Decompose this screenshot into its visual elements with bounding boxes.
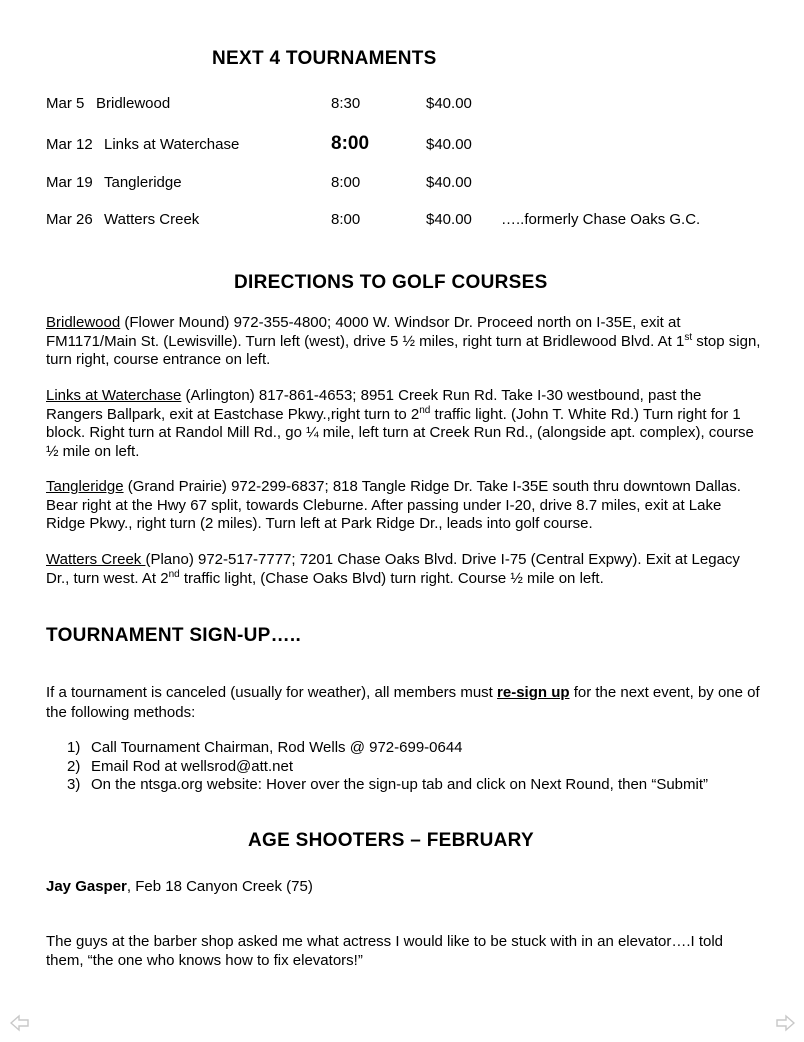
signup-methods-list <box>67 739 708 795</box>
tournament-fee: $40.00 <box>426 95 472 112</box>
signup-intro-text: If a tournament is canceled (usually for weather), all members must <box>46 684 498 701</box>
tournament-course: Watters Creek <box>104 211 200 228</box>
tournament-course: Links at Waterchase <box>104 136 240 153</box>
tournaments-heading: NEXT 4 TOURNAMENTS <box>212 48 437 69</box>
list-number: 3) <box>67 776 81 793</box>
list-item <box>67 739 708 758</box>
tournament-time: 8:00 <box>331 211 361 228</box>
ordinal-suffix: st <box>684 331 693 343</box>
tournament-date: Mar 19 <box>46 174 93 191</box>
arrow-right-icon[interactable] <box>775 1014 795 1032</box>
course-directions-cont: traffic light, (Chase Oaks Blvd) turn right. Course ½ mile on left. <box>179 569 604 587</box>
course-directions: (Plano) 972-517-7777; 7201 Chase Oaks Blvd. Drive I-75 (Central Expwy). Exit at Legacy Dr., turn west. At 2 <box>46 551 740 587</box>
list-text: On the ntsga.org website: Hover over the sign-up tab and click on Next Round, then “Submit” <box>91 776 708 793</box>
course-name: Watters Creek <box>46 551 146 568</box>
age-shooter-entry <box>46 878 762 897</box>
course-directions: (Flower Mound) 972-355-4800; 4000 W. Windsor Dr. Proceed north on I-35E, exit at FM1171/Main St. (Lewisville). Turn left (west), drive 5 ½ miles, right turn at Bridlewood Blvd. At 1 <box>46 314 685 350</box>
course-directions: (Arlington) 817-861-4653; 8951 Creek Run Rd. Take I-30 westbound, past the Rangers Ballpark, exit at Eastchase Pkwy.,right turn to 2 <box>46 387 702 423</box>
tournament-date: Mar 26 <box>46 211 93 228</box>
tournament-time: 8:00 <box>331 174 361 191</box>
tournament-fee: $40.00 <box>426 174 472 191</box>
signup-intro <box>46 683 762 723</box>
course-name: Bridlewood <box>46 314 121 331</box>
course-directions-cont: stop sign, turn right, course entrance on left. <box>46 332 761 368</box>
list-number: 1) <box>67 739 81 756</box>
directions-tangleridge <box>46 478 762 534</box>
re-sign-up-emphasis: re-sign up <box>497 684 570 701</box>
course-directions: (Grand Prairie) 972-299-6837; 818 Tangle Ridge Dr. Take I-35E south thru downtown Dallas. Bear right at the Hwy 67 split, towards Cleburne. After passing under I-20, drive 8.7 miles, exit at Lake Ridge Pkwy., right turn (2 miles). Turn left at Park Ridge Dr., leads into golf course. <box>46 478 741 532</box>
signup-heading: TOURNAMENT SIGN-UP….. <box>46 625 302 646</box>
directions-watters-creek <box>46 551 762 588</box>
age-shooter-detail: , Feb 18 Canyon Creek (75) <box>126 878 313 895</box>
tournament-note: …..formerly Chase Oaks G.C. <box>501 211 701 228</box>
tournament-date: Mar 5 <box>46 95 85 112</box>
list-item <box>67 758 708 777</box>
ordinal-suffix: nd <box>419 404 431 416</box>
age-shooters-heading: AGE SHOOTERS – FEBRUARY <box>248 830 534 851</box>
course-name: Links at Waterchase <box>46 387 182 404</box>
list-item <box>67 776 708 795</box>
age-shooter-name: Jay Gasper <box>46 878 127 895</box>
joke-paragraph: The guys at the barber shop asked me what actress I would like to be stuck with in an elevator….I told them, “the one who knows how to fix elevators!” <box>46 933 724 969</box>
directions-heading: DIRECTIONS TO GOLF COURSES <box>234 272 548 293</box>
tournament-fee: $40.00 <box>426 211 472 228</box>
list-text: Email Rod at wellsrod@att.net <box>91 757 293 775</box>
course-name: Tangleridge <box>46 478 124 495</box>
course-directions-cont: traffic light. (John T. White Rd.) Turn right for 1 block. Right turn at Randol Mill Rd., go ¼ mile, left turn at Creek Run Rd., (alongside apt. complex), course ½ mile on left. <box>46 405 754 460</box>
list-number: 2) <box>67 757 81 775</box>
tournament-time: 8:30 <box>331 95 361 112</box>
directions-links-at-waterchase <box>46 387 762 461</box>
list-text: Call Tournament Chairman, Rod Wells @ 972-699-0644 <box>91 739 463 756</box>
ordinal-suffix: nd <box>168 568 180 580</box>
tournament-course: Bridlewood <box>96 95 171 112</box>
signup-intro-text-cont: for the next event, by one of the following methods: <box>46 684 760 721</box>
tournament-fee: $40.00 <box>426 136 472 153</box>
directions-bridlewood <box>46 314 762 370</box>
arrow-left-icon[interactable] <box>10 1014 30 1032</box>
tournament-course: Tangleridge <box>104 174 182 191</box>
tournament-time: 8:00 <box>331 133 370 154</box>
tournament-date: Mar 12 <box>46 136 93 153</box>
